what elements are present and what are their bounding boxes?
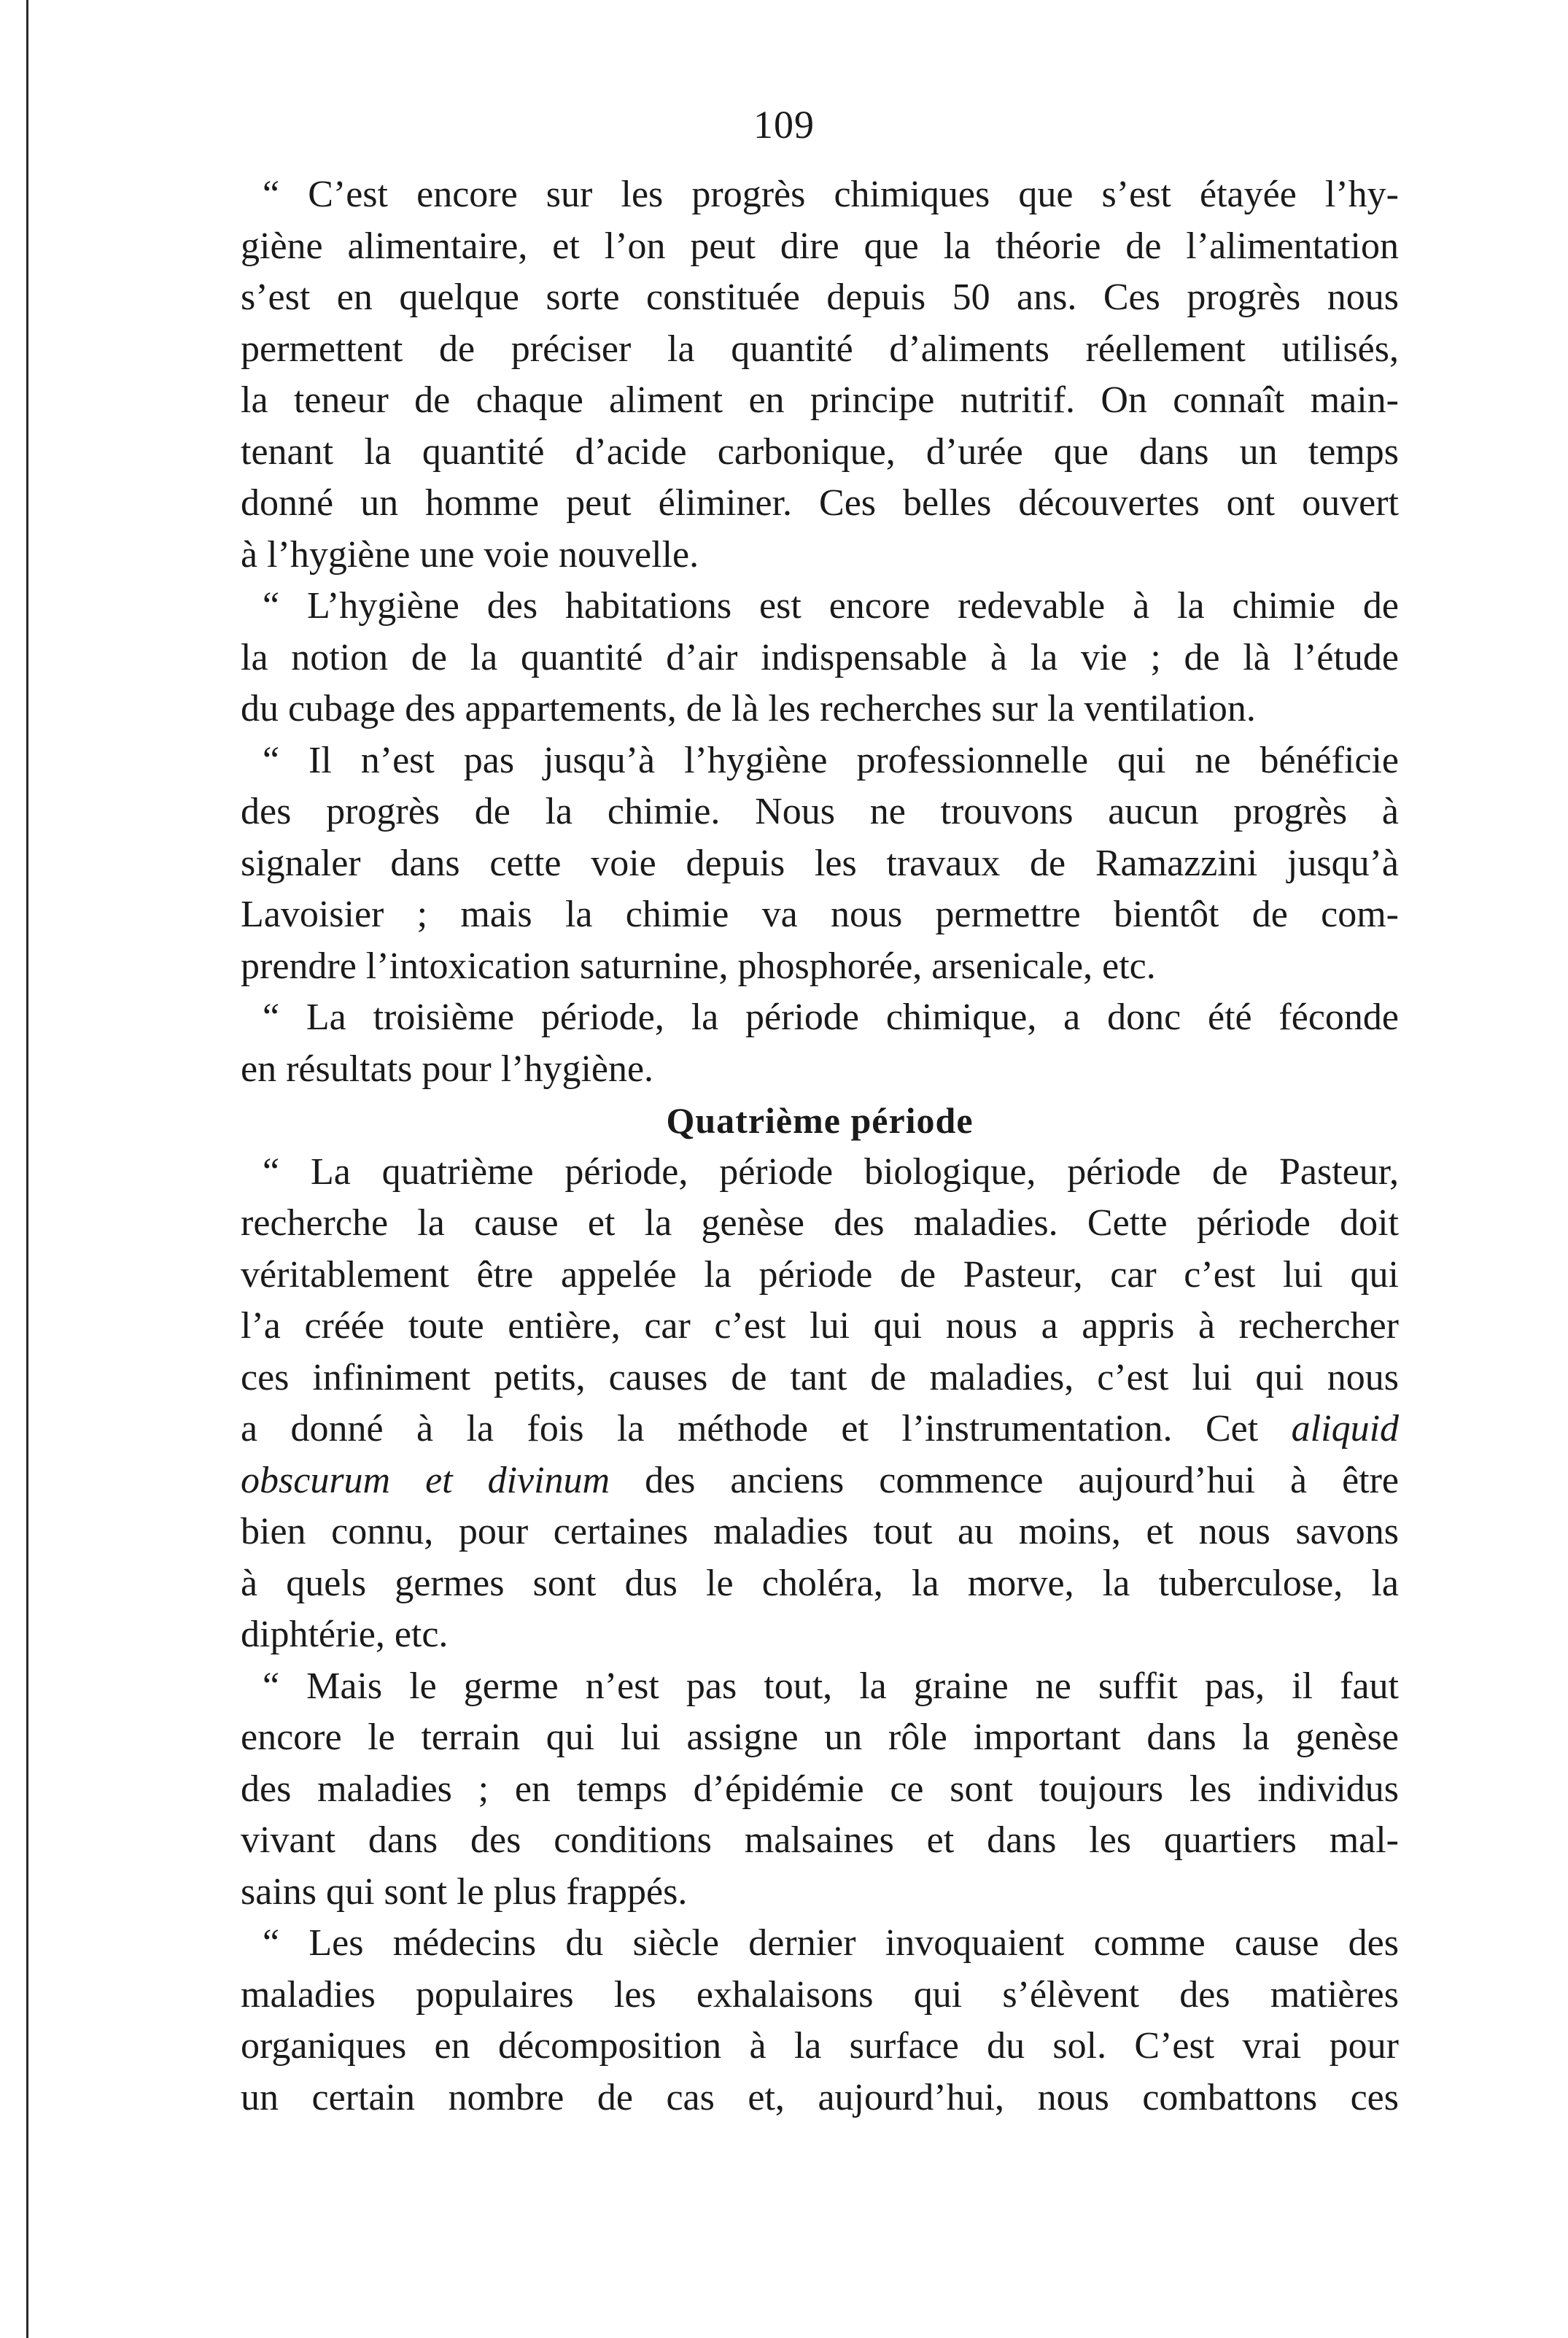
text-line: à quels germes sont dus le choléra, la morve, la tuberculose, la <box>241 1562 1399 1604</box>
paragraph-medecins <box>241 1918 1399 2124</box>
text-line <box>241 1404 1399 1455</box>
text-line: des progrès de la chimie. Nous ne trouvons aucun progrès à <box>241 791 1399 832</box>
text-line: donné un homme peut éliminer. Ces belles découvertes ont ouvert <box>241 482 1399 524</box>
text-line: prendre l’intoxication saturnine, phosphorée, arsenicale, etc. <box>241 945 1156 987</box>
text-line: des maladies ; en temps d’épidémie ce sont toujours les individus <box>241 1768 1399 1810</box>
text-line: encore le terrain qui lui assigne un rôle important dans la genèse <box>241 1716 1399 1758</box>
text-line: vivant dans des conditions malsaines et dans les quartiers mal- <box>241 1819 1399 1861</box>
page-margin-rule <box>26 0 28 2338</box>
text-line: maladies populaires les exhalaisons qui s’élèvent des matières <box>241 1973 1399 2016</box>
paragraph-quatrieme-periode <box>241 1147 1399 1661</box>
text-line: “ L’hygiène des habitations est encore redevable à la chimie de <box>263 585 1399 627</box>
text-line: “ C’est encore sur les progrès chimiques que s’est étayée l’hy- <box>263 174 1399 215</box>
text-fragment: des anciens commence aujourd’hui à être <box>645 1459 1399 1501</box>
paragraph-germe-terrain <box>241 1661 1399 1919</box>
text-line: bien connu, pour certaines maladies tout au moins, et nous savons <box>241 1511 1399 1552</box>
text-line: organiques en décomposition à la surface du sol. C’est vrai pour <box>241 2025 1399 2067</box>
text-line: “ La quatrième période, période biologique, période de Pasteur, <box>263 1150 1399 1193</box>
text-line: un certain nombre de cas et, aujourd’hui, nous combattons ces <box>241 2076 1399 2118</box>
text-line: à l’hygiène une voie nouvelle. <box>241 533 699 576</box>
paragraph-habitations <box>241 581 1399 735</box>
text-line: du cubage des appartements, de là les recherches sur la ventilation. <box>241 688 1256 729</box>
text-line: “ Mais le germe n’est pas tout, la graine ne suffit pas, il faut <box>263 1665 1399 1707</box>
text-line: recherche la cause et la genèse des maladies. Cette période doit <box>241 1202 1399 1244</box>
text-line: tenant la quantité d’acide carbonique, d’urée que dans un temps <box>241 430 1399 473</box>
text-line: signaler dans cette voie depuis les travaux de Ramazzini jusqu’à <box>241 842 1399 884</box>
text-line: Lavoisier ; mais la chimie va nous permettre bientôt de com- <box>241 894 1399 935</box>
text-line: la notion de la quantité d’air indispensable à la vie ; de là l’étude <box>241 636 1399 678</box>
text-line: ces infiniment petits, causes de tant de maladies, c’est lui qui nous <box>241 1356 1399 1398</box>
page-number: 109 <box>753 103 815 147</box>
text-line <box>241 1455 1399 1507</box>
paragraph-professionnelle <box>241 735 1399 993</box>
text-line: giène alimentaire, et l’on peut dire que la théorie de l’alimentation <box>241 225 1399 267</box>
text-line: permettent de préciser la quantité d’aliments réellement utilisés, <box>241 328 1399 370</box>
text-line: sains qui sont le plus frappés. <box>241 1870 688 1913</box>
paragraph-troisieme-periode <box>241 992 1399 1095</box>
text-line: s’est en quelque sorte constituée depuis 50 ans. Ces progrès nous <box>241 276 1399 318</box>
section-heading: Quatrième période <box>666 1100 974 1141</box>
paragraph-alimentation <box>241 169 1399 581</box>
text-line: diphtérie, etc. <box>241 1614 449 1655</box>
body-text <box>241 169 1399 2124</box>
text-line: l’a créée toute entière, car c’est lui qui nous a appris à rechercher <box>241 1305 1399 1347</box>
text-line: la teneur de chaque aliment en principe nutritif. On connaît main- <box>241 379 1399 421</box>
text-line: véritablement être appelée la période de Pasteur, car c’est lui qui <box>241 1253 1399 1296</box>
text-fragment: a donné à la fois la méthode et l’instrumentation. Cet <box>241 1408 1259 1449</box>
text-line: “ La troisième période, la période chimique, a donc été féconde <box>263 996 1399 1038</box>
text-line: “ Les médecins du siècle dernier invoquaient comme cause des <box>263 1922 1399 1964</box>
text-line: en résultats pour l’hygiène. <box>241 1048 654 1090</box>
latin-phrase: aliquid <box>1291 1408 1399 1449</box>
latin-phrase: obscurum et divinum <box>241 1459 610 1501</box>
text-line: “ Il n’est pas jusqu’à l’hygiène professionnelle qui ne bénéficie <box>263 739 1399 781</box>
